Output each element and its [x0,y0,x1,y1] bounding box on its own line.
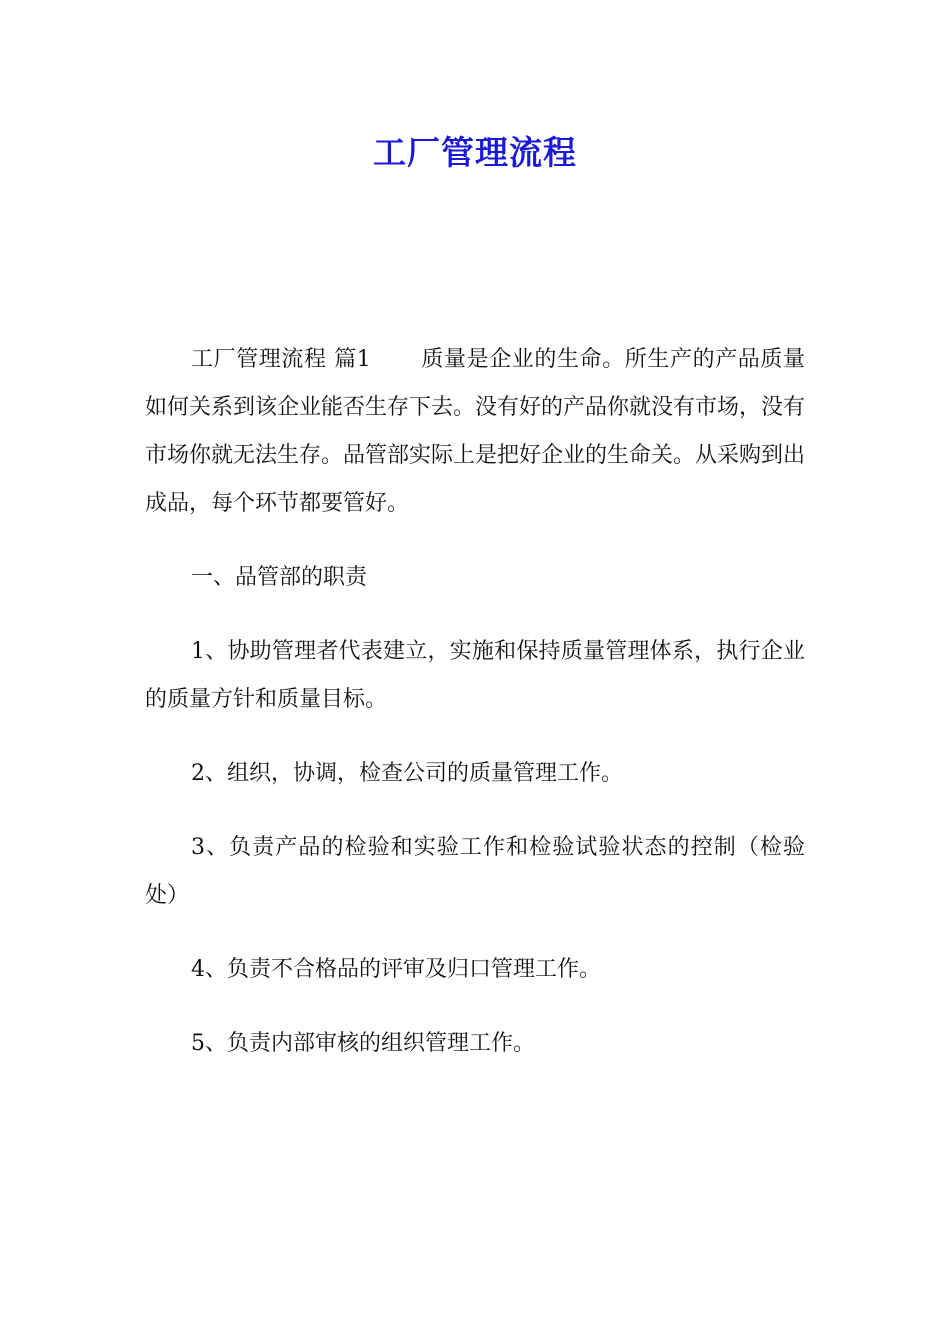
document-title: 工厂管理流程 [373,133,577,172]
list-item-5: 5、负责内部审核的组织管理工作。 [191,1031,535,1056]
intro-heading: 工厂管理流程 篇1 [191,347,371,372]
section-heading-1: 一、品管部的职责 [191,565,368,590]
intro-paragraph [145,336,805,528]
list-item-2: 2、组织，协调，检查公司的质量管理工作。 [191,761,623,786]
document-body [145,336,805,1094]
intro-text: 质量是企业的生命。所生产的产品质量如何关系到该企业能否生存下去。没有好的产品你就没有市场，没有市场你就无法生存。品管部实际上是把好企业的生命关。从采购到出成品，每个环节都要管好。 [145,347,806,516]
list-item-4: 4、负责不合格品的评审及归口管理工作。 [191,957,601,982]
list-item-1: 1、协助管理者代表建立，实施和保持质量管理体系，执行企业的质量方针和质量目标。 [145,639,805,712]
list-item-3: 3、负责产品的检验和实验工作和检验试验状态的控制（检验处） [145,835,805,908]
